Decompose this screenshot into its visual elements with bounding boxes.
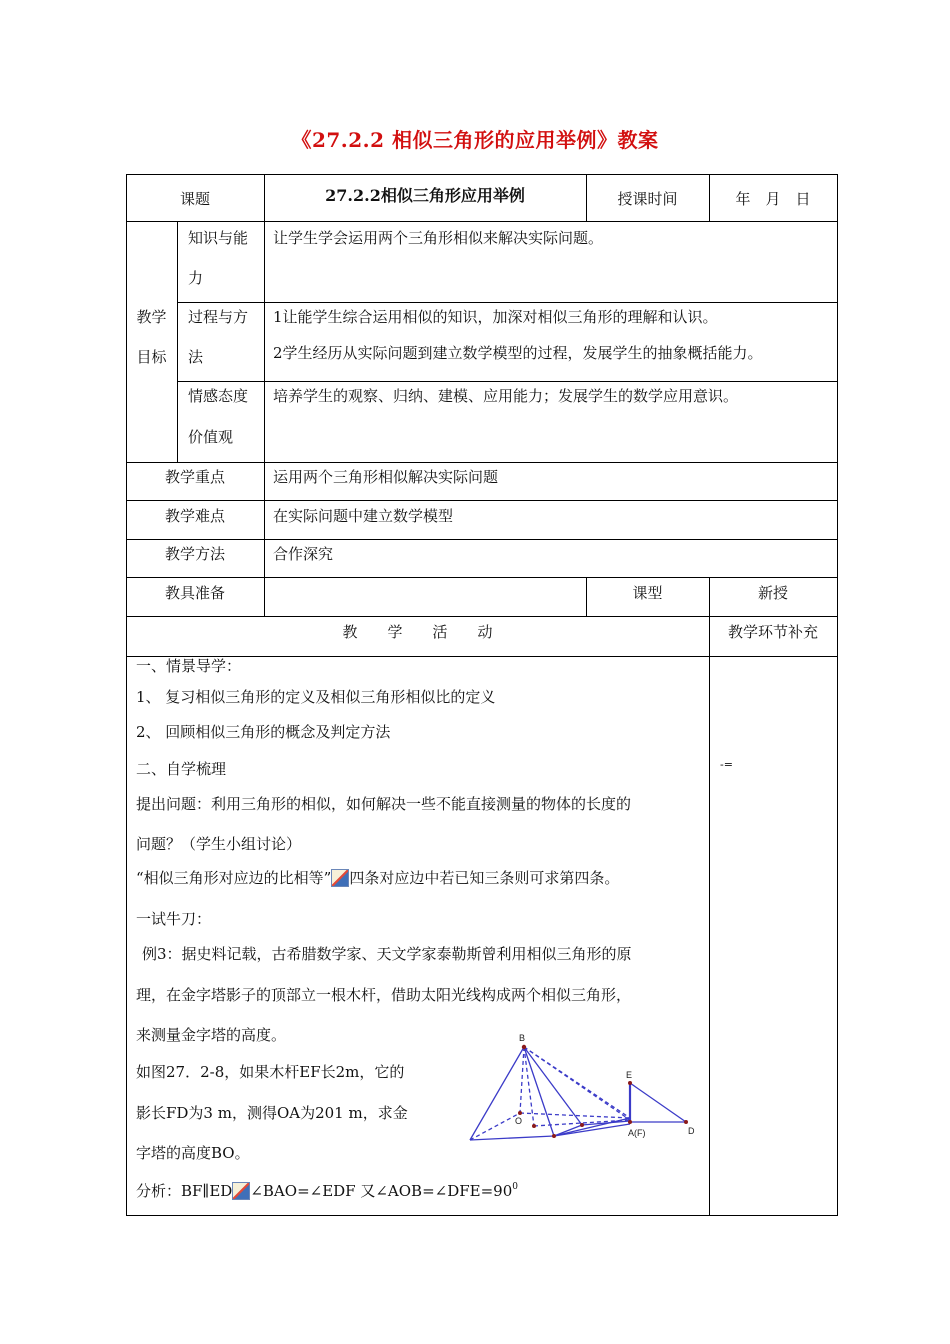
image-placeholder-icon — [232, 1182, 250, 1200]
goal-process-label: 过程与方 — [188, 308, 249, 326]
lesson-type-label: 课型 — [632, 584, 663, 602]
activity-line — [136, 868, 619, 888]
figure-label-b: B — [519, 1033, 526, 1043]
tools-label: 教具准备 — [164, 584, 225, 602]
goal-process-content-2: 2学生经历从实际问题到建立数学模型的过程，发展学生的抽象概括能力。 — [273, 344, 763, 362]
goal-knowledge-label: 知识与能 — [188, 229, 249, 247]
key-point-label: 教学重点 — [164, 468, 225, 486]
goal-knowledge-label-2: 力 — [188, 269, 204, 287]
activity-line — [136, 1177, 518, 1201]
figure-label-o: O — [515, 1116, 523, 1126]
activity-line: 影长FD为3 m，测得OA为201 m，求金 — [136, 1104, 408, 1122]
time-value: 年 月 日 — [735, 190, 811, 208]
goals-label-line2: 目标 — [136, 348, 167, 366]
image-placeholder-icon — [331, 869, 349, 887]
method-label: 教学方法 — [164, 545, 225, 563]
time-label: 授课时间 — [617, 190, 678, 208]
activity-line: 例3：据史料记载，古希腊数学家、天文学家泰勒斯曾利用相似三角形的原 — [142, 945, 632, 963]
key-point-value: 运用两个三角形相似解决实际问题 — [273, 468, 499, 486]
goal-attitude-content: 培养学生的观察、归纳、建模、应用能力；发展学生的数学应用意识。 — [273, 387, 739, 405]
figure-label-e: E — [626, 1070, 633, 1080]
method-value: 合作深究 — [273, 545, 334, 563]
subject-value: 27.2.2相似三角形应用举例 — [325, 186, 525, 205]
activity-line: 1、 复习相似三角形的定义及相似三角形相似比的定义 — [136, 688, 496, 706]
degree-superscript: 0 — [512, 1182, 518, 1192]
activity-header: 教 学 活 动 — [342, 623, 493, 641]
figure-label-d: D — [688, 1126, 695, 1136]
goal-process-label-2: 法 — [188, 348, 204, 366]
difficulty-label: 教学难点 — [164, 507, 225, 525]
supplement-header: 教学环节补充 — [727, 623, 818, 641]
analysis-text: 分析：BF∥ED — [136, 1182, 233, 1200]
activity-line: 提出问题：利用三角形的相似，如何解决一些不能直接测量的物体的长度的 — [136, 795, 632, 813]
activity-line: 问题？（学生小组讨论） — [136, 835, 302, 853]
difficulty-value: 在实际问题中建立数学模型 — [273, 507, 454, 525]
activity-line: 如图27．2-8，如果木杆EF长2m，它的 — [136, 1063, 405, 1081]
activity-line: 2、 回顾相似三角形的概念及判定方法 — [136, 723, 391, 741]
subject-label: 课题 — [179, 190, 210, 208]
goal-process-content-1: 1让能学生综合运用相似的知识，加深对相似三角形的理解和认识。 — [273, 308, 718, 326]
quoted-property: “相似三角形对应边的比相等” — [136, 869, 332, 887]
activity-line: 来测量金字塔的高度。 — [136, 1026, 287, 1044]
activity-line: 二、自学梳理 — [136, 760, 227, 778]
figure-label-a: A(F) — [628, 1128, 646, 1138]
goal-attitude-label-2: 价值观 — [188, 428, 234, 446]
document-title: 《27.2.2 相似三角形的应用举例》教案 — [291, 128, 659, 152]
pyramid-figure — [462, 1030, 712, 1145]
goal-attitude-label: 情感态度 — [188, 387, 249, 405]
goal-knowledge-content: 让学生学会运用两个三角形相似来解决实际问题。 — [273, 229, 604, 247]
supplement-mark: -= — [720, 758, 733, 771]
activity-line: 一试牛刀： — [136, 910, 212, 928]
quoted-property-tail: 四条对应边中若已知三条则可求第四条。 — [349, 869, 620, 887]
lesson-type-value: 新授 — [757, 584, 788, 602]
activity-line: 字塔的高度BO。 — [136, 1144, 250, 1162]
activity-line: 理，在金字塔影子的顶部立一根木杆，借助太阳光线构成两个相似三角形， — [136, 986, 632, 1004]
goals-label-line1: 教学 — [136, 308, 167, 326]
analysis-text-2: ∠BAO=∠EDF 又∠AOB=∠DFE=90 — [250, 1182, 513, 1200]
activity-line: 一、情景导学： — [136, 657, 242, 675]
